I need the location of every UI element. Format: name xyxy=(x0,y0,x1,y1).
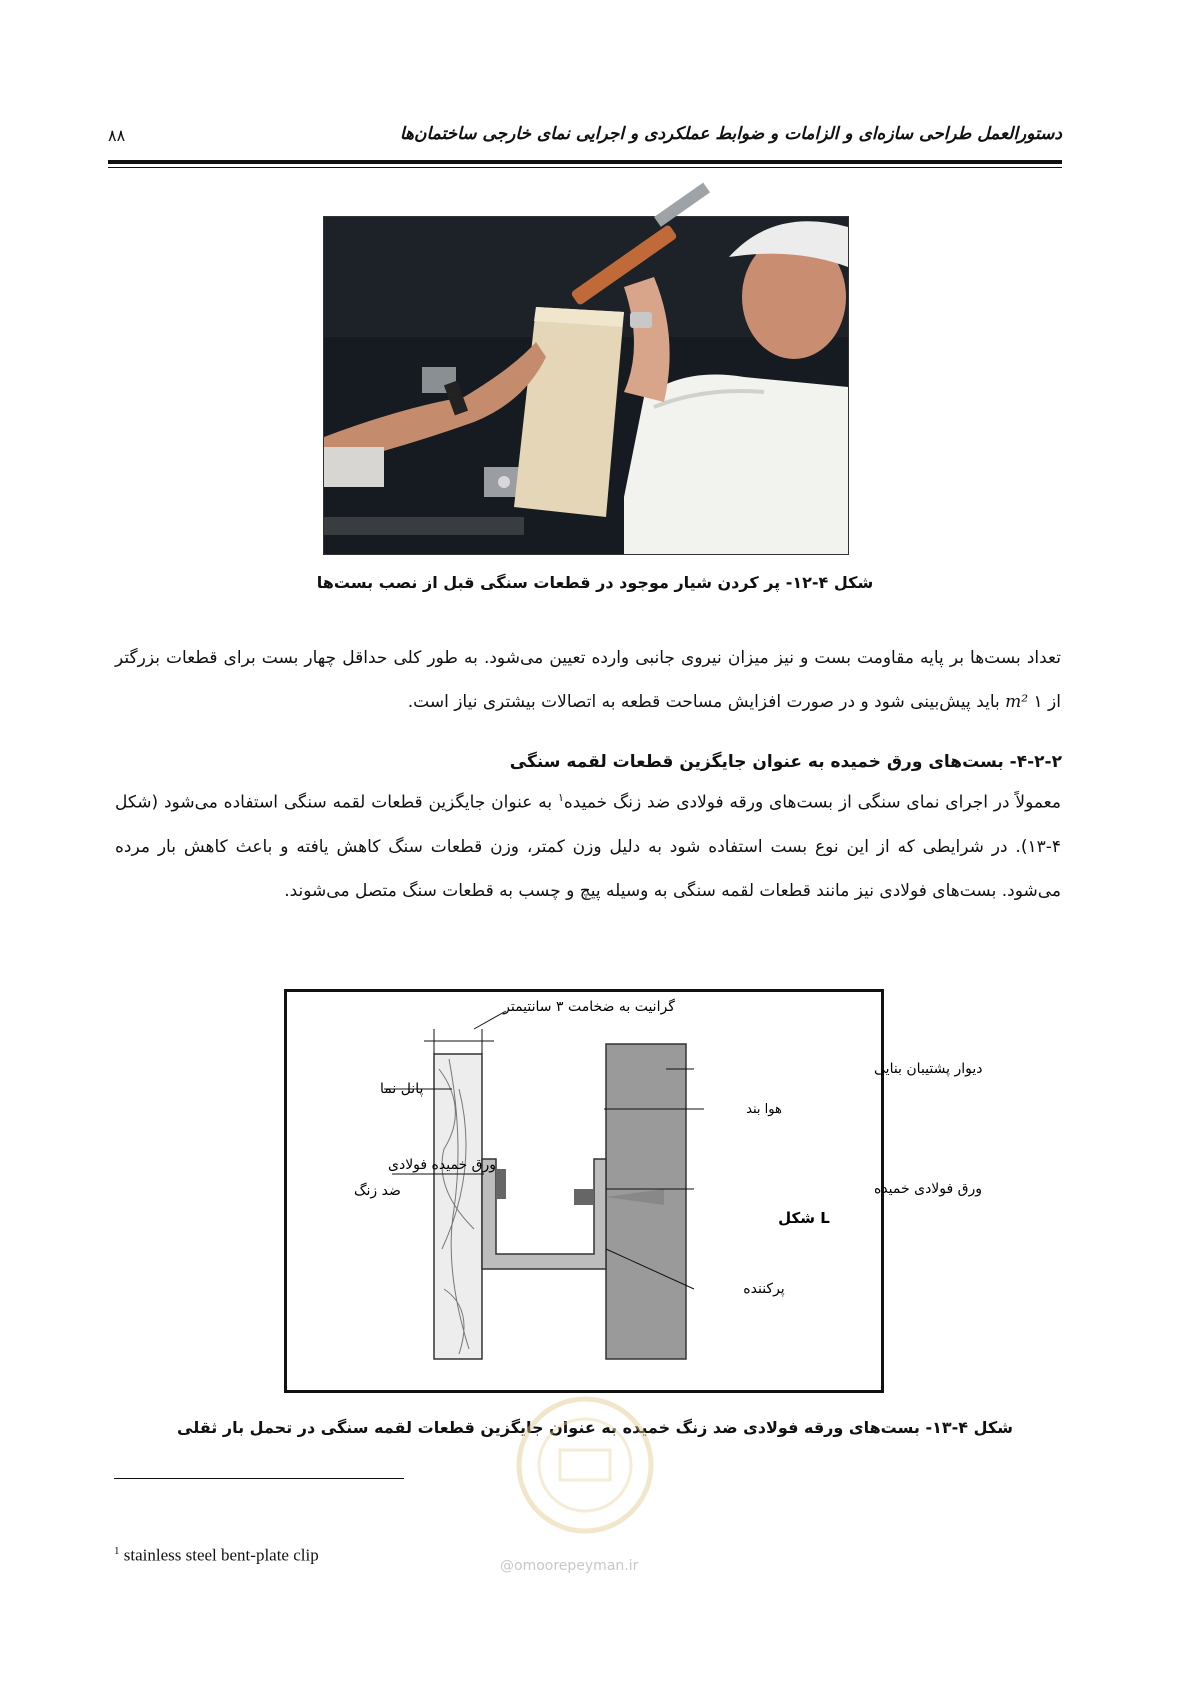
label-bent-plate-2: ضد زنگ xyxy=(354,1183,401,1199)
paragraph-2-part1: معمولاً در اجرای نمای سنگی از بست‌های ورقه فولادی ضد زنگ خمیده xyxy=(563,792,1061,813)
figure1-caption: شکل ۴-۱۲- پر کردن شیار موجود در قطعات سنگی قبل از نصب بست‌ها xyxy=(316,573,874,592)
page-number: ۸۸ xyxy=(108,126,126,145)
footnote-text: stainless steel bent-plate clip xyxy=(123,1545,319,1565)
photo-illustration xyxy=(324,217,848,554)
section-heading: ۴-۲-۲- بست‌های ورق خمیده به عنوان جایگزین قطعات لقمه سنگی xyxy=(509,752,1062,772)
footnote-number: 1 xyxy=(114,1545,120,1557)
figure-photo xyxy=(323,216,849,555)
header-rule-thin xyxy=(108,167,1062,168)
header-title: دستورالعمل طراحی سازه‌ای و الزامات و ضوابط عملکردی و اجرایی نمای خارجی ساختمان‌ها xyxy=(399,124,1062,144)
footnote xyxy=(114,1545,319,1566)
label-bent-plate-1: ورق خمیده فولادی xyxy=(388,1157,497,1173)
figure2-diagram xyxy=(284,989,983,1393)
paragraph-2-part2: به عنوان جایگزین قطعات لقمه سنگی استفاده می‌شود (شکل ۴-۱۳). در شرایطی که از این نوع بست استفاده شود به دلیل وزن کمتر، وزن قطعات سنگ کاهش یافته و باعث کاهش بار مرده می‌شود. بست‌های فولادی نیز مانند قطعات لقمه سنگی به وسیله پیچ و چسب به قطعات سنگ متصل می‌شوند. xyxy=(115,792,1061,901)
figure2-caption: شکل ۴-۱۳- بست‌های ورقه فولادی ضد زنگ خمیده به عنوان جایگزین قطعات لقمه سنگی در تحمل بار ثقلی xyxy=(177,1418,1013,1437)
bolt-left xyxy=(496,1169,506,1199)
watermark-text: @omoorepeyman.ir xyxy=(500,1558,639,1574)
label-steel-plate-2: L شکل xyxy=(778,1209,830,1227)
paragraph-2 xyxy=(115,776,1061,913)
paragraph-1 xyxy=(115,636,1061,724)
paragraph-1-part1: تعداد بست‌ها بر پایه مقاومت بست و نیز میزان نیروی جانبی وارده تعیین می‌شود. به طور کلی حداقل چهار بست برای قطعات بزرگتر از xyxy=(115,648,1061,712)
paragraph-1-part2: ۱ باید پیش‌بینی شود و در صورت افزایش مساحت قطعه به اتصالات بیشتری نیاز است. xyxy=(407,692,1043,712)
label-steel-plate-1: ورق فولادی خمیده xyxy=(874,1181,983,1197)
label-granite: گرانیت به ضخامت ۳ سانتیمتر xyxy=(503,999,675,1015)
bolt-right xyxy=(574,1189,594,1205)
watermark-seal-icon xyxy=(490,1390,680,1540)
footnote-rule xyxy=(114,1478,404,1479)
paragraph-1-math: m² xyxy=(1005,692,1029,712)
label-filler: پرکننده xyxy=(743,1281,785,1297)
footnote-ref: ۱ xyxy=(557,791,564,804)
header-rule-thick xyxy=(108,160,1062,164)
label-backing-wall: دیوار پشتیبان بنایی xyxy=(874,1061,983,1077)
label-air-gap: هوا بند xyxy=(746,1102,782,1117)
page-header xyxy=(108,124,1062,150)
label-panel: پانل نما xyxy=(380,1081,424,1097)
